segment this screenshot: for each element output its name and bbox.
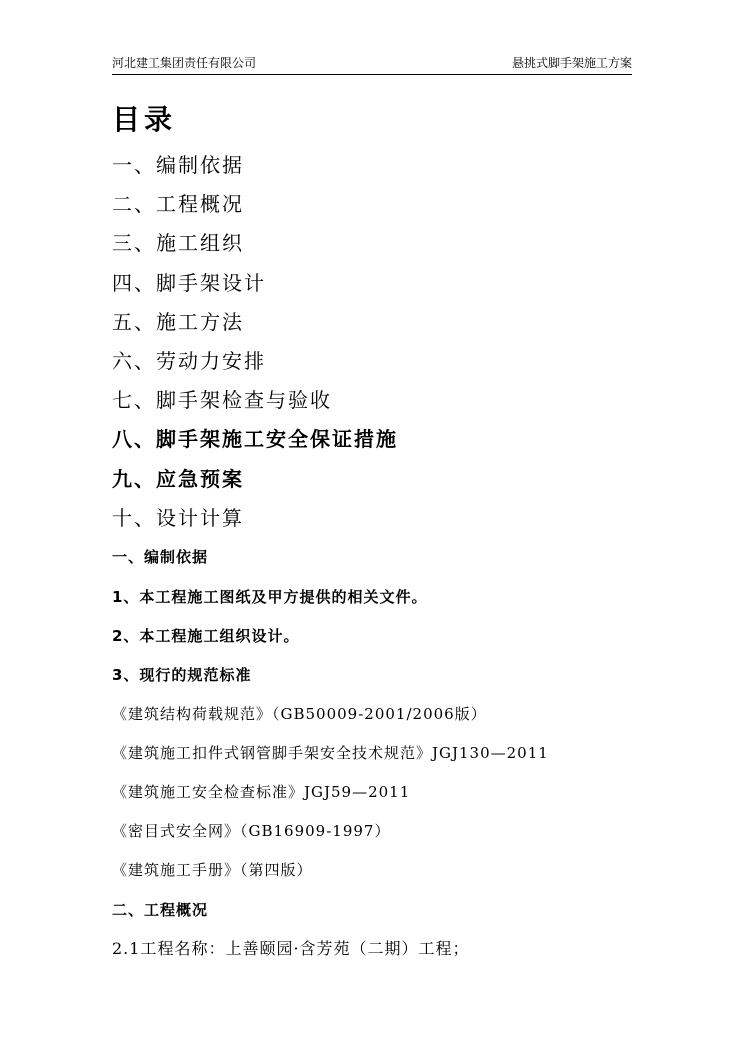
toc-item-6[interactable]: 六、劳动力安排 bbox=[112, 348, 266, 373]
header-company: 河北建工集团责任有限公司 bbox=[112, 56, 257, 70]
header-doc-title: 悬挑式脚手架施工方案 bbox=[511, 56, 632, 70]
toc-item-9[interactable]: 九、应急预案 bbox=[112, 466, 244, 491]
table-of-contents bbox=[112, 150, 398, 542]
toc-item-4[interactable]: 四、脚手架设计 bbox=[112, 270, 266, 295]
standard-1: 《建筑结构荷载规范》（GB50009-2001/2006版） bbox=[112, 705, 487, 723]
section1-item-2: 2、本工程施工组织设计。 bbox=[112, 627, 300, 645]
toc-item-3[interactable]: 三、施工组织 bbox=[112, 231, 244, 256]
toc-item-10[interactable]: 十、设计计算 bbox=[112, 505, 244, 530]
section1-item-3: 3、现行的规范标准 bbox=[112, 666, 252, 684]
section2-line-1: 2.1工程名称：上善颐园·含芳苑（二期）工程； bbox=[112, 939, 470, 958]
toc-item-7[interactable]: 七、脚手架检查与验收 bbox=[112, 388, 332, 413]
standard-2: 《建筑施工扣件式钢管脚手架安全技术规范》JGJ130—2011 bbox=[112, 744, 549, 762]
standard-4: 《密目式安全网》（GB16909-1997） bbox=[112, 822, 391, 840]
toc-title: 目录 bbox=[112, 103, 177, 136]
section1-item-1: 1、本工程施工图纸及甲方提供的相关文件。 bbox=[112, 588, 428, 606]
toc-item-2[interactable]: 二、工程概况 bbox=[112, 192, 244, 217]
page-header bbox=[112, 54, 632, 74]
section1-heading: 一、编制依据 bbox=[112, 548, 209, 566]
standard-5: 《建筑施工手册》（第四版） bbox=[112, 861, 313, 879]
section2-heading: 二、工程概况 bbox=[112, 901, 209, 919]
toc-item-8[interactable]: 八、脚手架施工安全保证措施 bbox=[112, 427, 398, 452]
standard-3: 《建筑施工安全检查标准》JGJ59—2011 bbox=[112, 783, 411, 801]
toc-item-5[interactable]: 五、施工方法 bbox=[112, 309, 244, 334]
toc-item-1[interactable]: 一、编制依据 bbox=[112, 153, 244, 177]
header-divider bbox=[112, 74, 632, 75]
